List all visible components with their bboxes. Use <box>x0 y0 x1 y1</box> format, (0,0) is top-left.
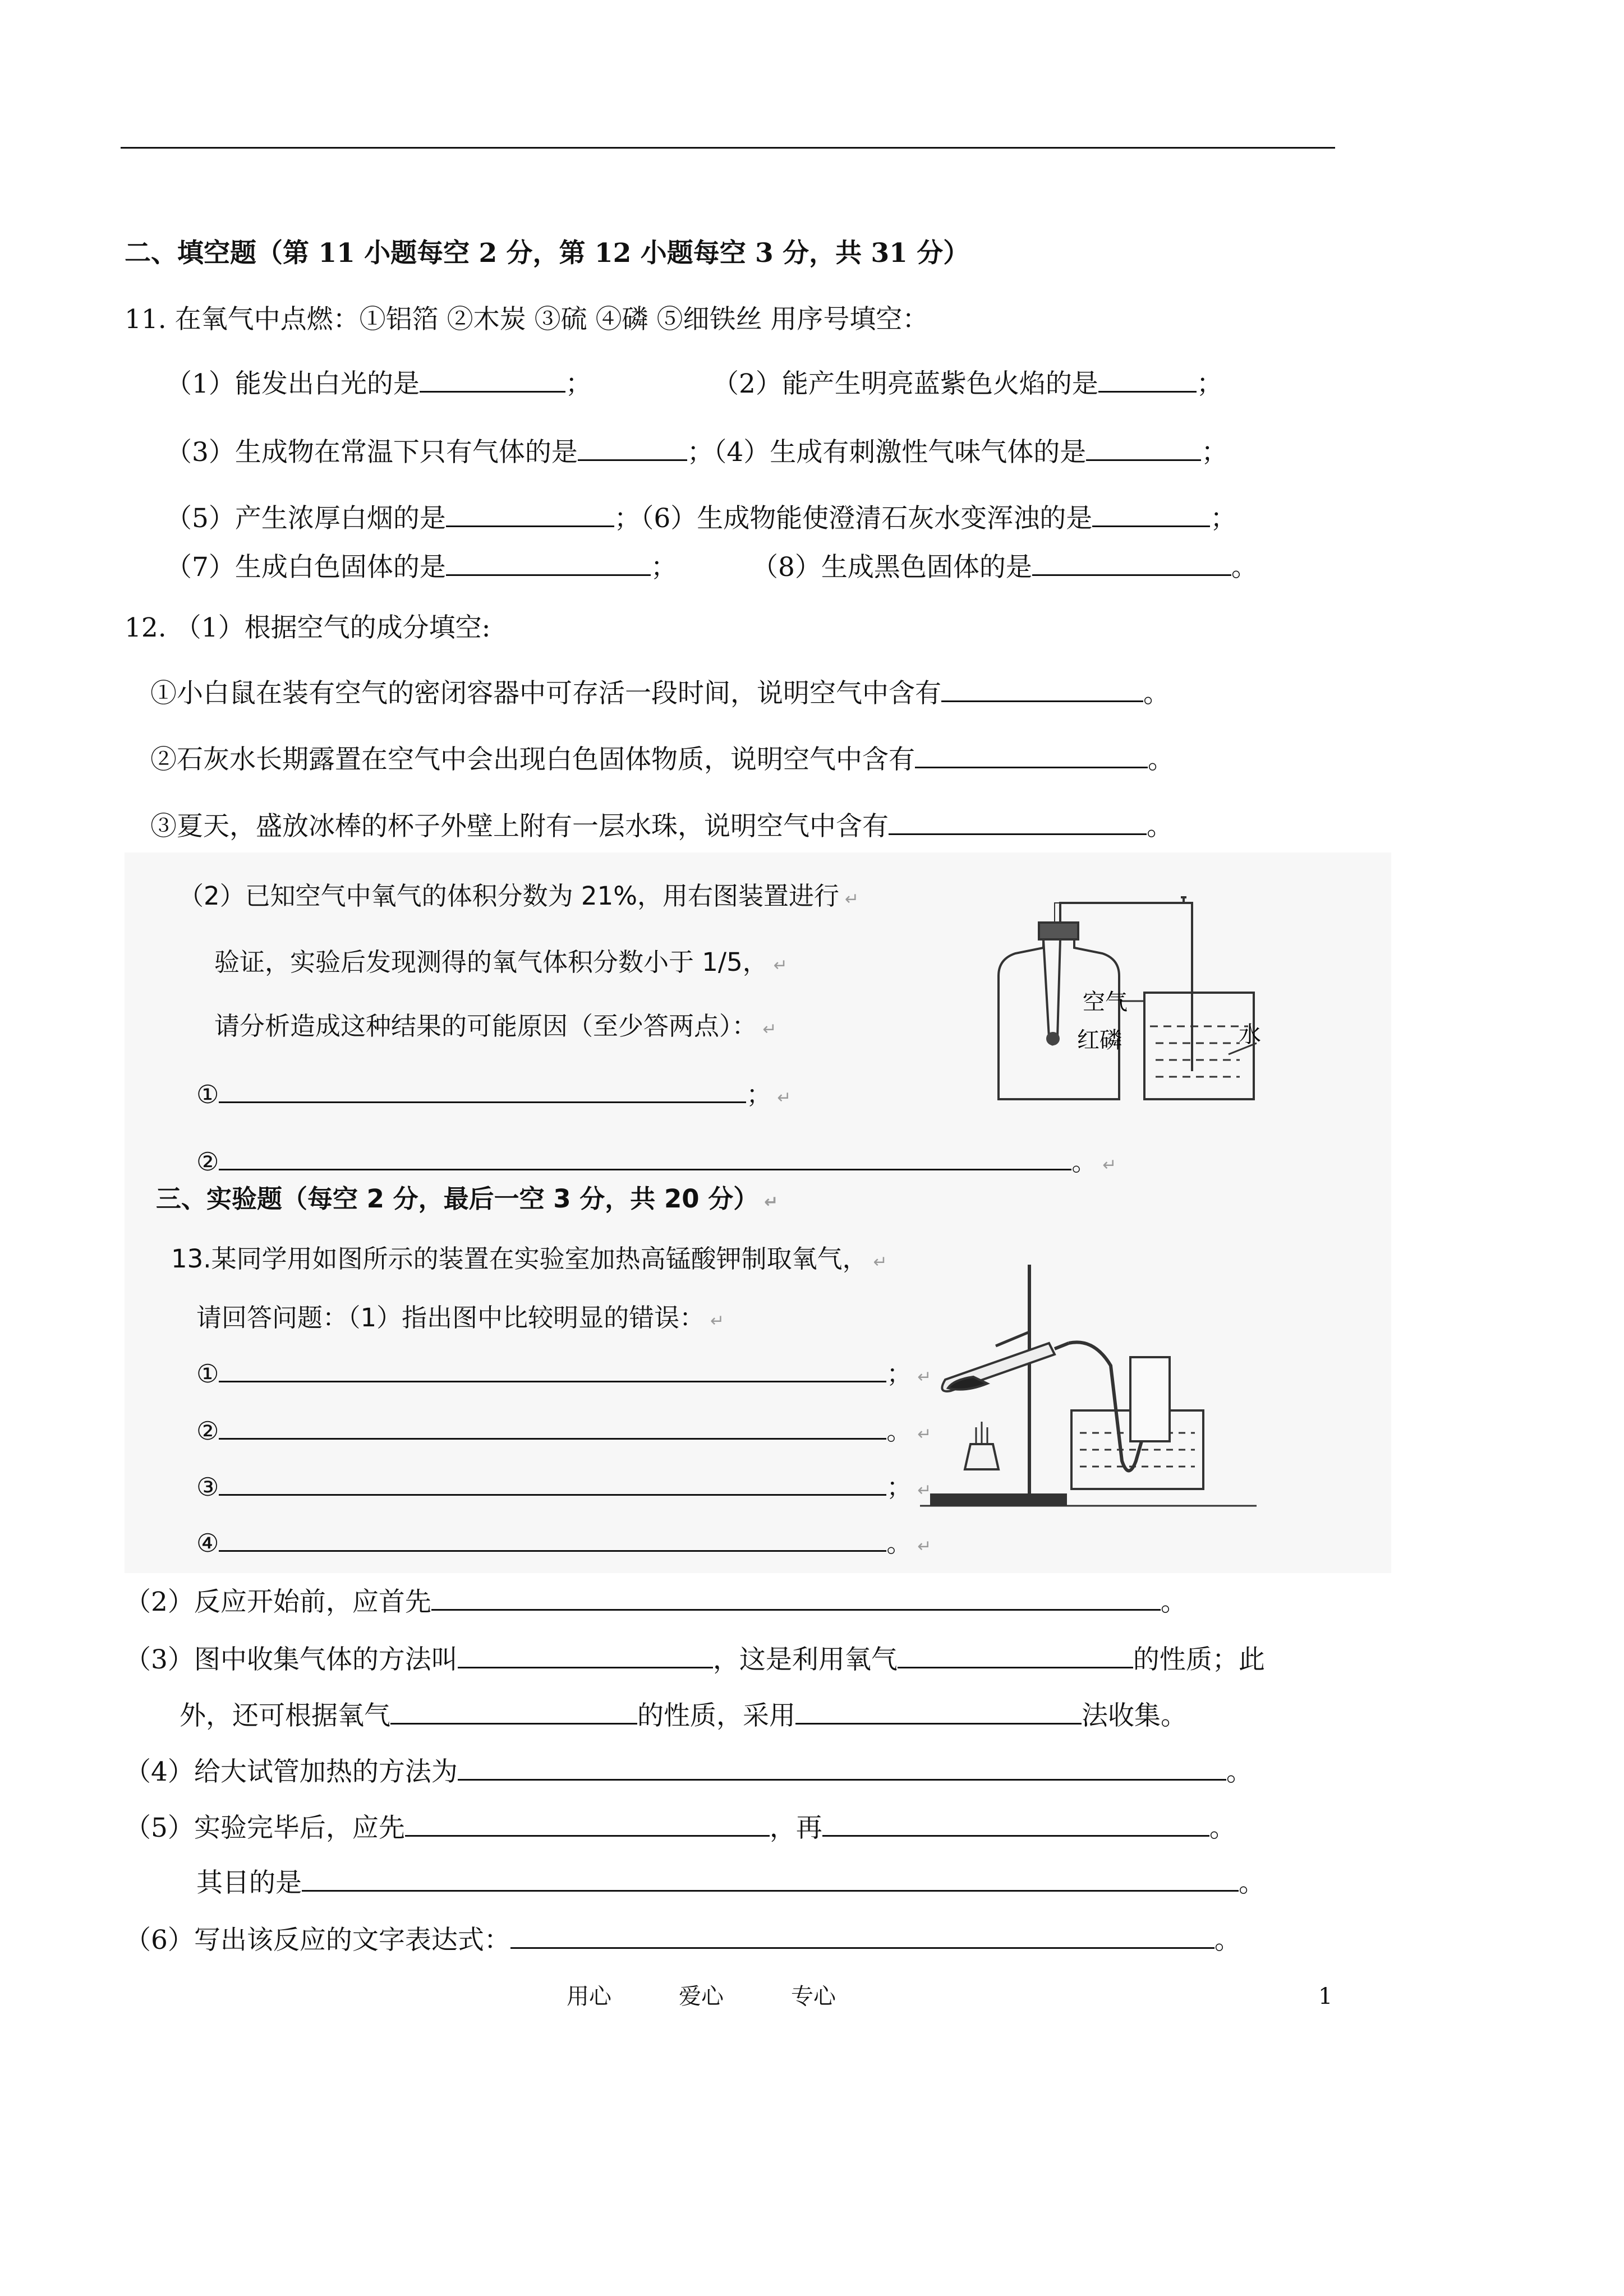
q12-item <box>150 742 1174 777</box>
q13-part3-text: 法收集。 <box>1082 1700 1187 1731</box>
return-mark-icon: ↵ <box>873 1252 887 1272</box>
answer-blank[interactable] <box>1092 501 1210 527</box>
q13-part3-text: （3）图中收集气体的方法叫 <box>125 1644 458 1675</box>
q11-item <box>752 550 1258 584</box>
q13-part5-purpose <box>196 1865 1265 1900</box>
q13-part3-cont <box>180 1698 1187 1733</box>
q12-part2-text: 请分析造成这种结果的可能原因（至少答两点）： <box>214 1011 757 1041</box>
answer-blank[interactable] <box>446 550 651 576</box>
q12-stem: 12. （1）根据空气的成分填空: <box>125 612 491 643</box>
q12-item <box>150 809 1173 843</box>
answer-blank[interactable] <box>446 501 614 527</box>
answer-blank[interactable] <box>431 1584 1161 1611</box>
q13-part5-text: ，再 <box>769 1813 822 1843</box>
q13-stem <box>171 1242 887 1279</box>
answer-blank[interactable] <box>889 809 1147 835</box>
punct: ； <box>1210 503 1237 534</box>
footer-motto-2: 爱心 <box>679 1984 724 2009</box>
answer-blank[interactable] <box>458 1754 1226 1781</box>
oxygen-measurement-apparatus-diagram <box>976 892 1268 1105</box>
q11-item-text: ；（4）生成有刺激性气味气体的是 <box>687 437 1087 468</box>
answer-blank[interactable] <box>1032 550 1231 576</box>
answer-blank[interactable] <box>219 1469 886 1496</box>
q13-error-line <box>196 1413 932 1451</box>
q13-part3-text: 的性质；此 <box>1133 1644 1265 1675</box>
stopper <box>1055 1343 1069 1349</box>
q13-part2-text: （2）反应开始前，应首先 <box>125 1587 431 1617</box>
connecting-tube <box>1060 903 1178 923</box>
return-mark-icon: ↵ <box>762 1020 777 1039</box>
stand-base <box>931 1495 1066 1505</box>
return-mark-icon: ↵ <box>917 1481 932 1500</box>
answer-blank[interactable] <box>420 366 565 393</box>
q13-part3 <box>125 1642 1265 1677</box>
q12-part2-text: （2）已知空气中氧气的体积分数为 21%，用右图装置进行 <box>178 881 839 911</box>
return-mark-icon: ↵ <box>917 1537 932 1556</box>
q13-part5-text: 其目的是 <box>196 1868 302 1898</box>
label-air: 空气 <box>1083 989 1128 1015</box>
punct: 。 <box>886 1416 912 1446</box>
q13-error-num: ① <box>196 1359 219 1389</box>
punct: ； <box>886 1359 912 1389</box>
q13-error-num: ③ <box>196 1472 219 1502</box>
q13-part5-text: （5）实验完毕后，应先 <box>125 1813 405 1843</box>
punct: 。 <box>1160 1587 1187 1617</box>
return-mark-icon: ↵ <box>1102 1155 1117 1175</box>
return-mark-icon: ↵ <box>917 1424 932 1444</box>
q13-part4 <box>125 1754 1253 1789</box>
footer-motto-1: 用心 <box>567 1984 611 2009</box>
q11-item <box>165 366 592 401</box>
q11-stem: 11. 在氧气中点燃：①铝箔 ②木炭 ③硫 ④磷 ⑤细铁丝 用序号填空： <box>125 304 929 335</box>
answer-blank[interactable] <box>219 1144 1071 1170</box>
answer-blank[interactable] <box>941 676 1143 702</box>
q12-item-text: ③夏天，盛放冰棒的杯子外壁上附有一层水珠，说明空气中含有 <box>150 811 889 842</box>
q12-part2-line <box>214 946 788 983</box>
punct: ； <box>1201 437 1228 468</box>
q13-stem2-text: 请回答问题：（1）指出图中比较明显的错误： <box>196 1303 705 1333</box>
answer-blank[interactable] <box>578 435 687 461</box>
q12-part2-line <box>178 879 859 916</box>
section3-heading-text: 三、实验题（每空 2 分，最后一空 3 分，共 20 分） <box>156 1184 759 1214</box>
return-mark-icon: ↵ <box>844 889 859 909</box>
punct: ； <box>886 1472 912 1502</box>
q12-part2-line <box>214 1009 777 1046</box>
answer-blank[interactable] <box>1098 366 1197 393</box>
label-red-phosphorus: 红磷 <box>1077 1027 1122 1053</box>
punct: 。 <box>1148 744 1174 775</box>
potassium-permanganate-heating-apparatus-diagram <box>920 1259 1268 1517</box>
answer-blank[interactable] <box>219 1525 886 1552</box>
answer-blank[interactable] <box>458 1642 713 1668</box>
q11-item-text: （5）产生浓厚白烟的是 <box>165 503 446 534</box>
punct: 。 <box>1147 811 1173 842</box>
q13-part3-text: ，这是利用氧气 <box>712 1644 898 1675</box>
q13-error-line <box>196 1525 932 1564</box>
return-mark-icon: ↵ <box>917 1367 932 1387</box>
punct: 。 <box>1226 1756 1253 1787</box>
q13-part2 <box>125 1584 1187 1619</box>
q13-part6-text: （6）写出该反应的文字表达式： <box>125 1925 510 1956</box>
q13-stem-text: 13.某同学用如图所示的装置在实验室加热高锰酸钾制取氧气， <box>171 1244 868 1274</box>
q12-part2-text: 验证，实验后发现测得的氧气体积分数小于 1/5， <box>214 947 768 977</box>
q12-part2-line <box>196 1077 792 1115</box>
q12-part2-text: ① <box>196 1080 219 1109</box>
answer-blank[interactable] <box>302 1865 1239 1892</box>
red-phosphorus-mark <box>1046 1032 1060 1045</box>
q12-item-text: ①小白鼠在装有空气的密闭容器中可存活一段时间，说明空气中含有 <box>150 678 941 709</box>
q11-item-text: （3）生成物在常温下只有气体的是 <box>165 437 578 468</box>
stopper <box>1039 923 1078 939</box>
punct: 。 <box>1239 1868 1265 1898</box>
q13-part5 <box>125 1810 1236 1845</box>
punct: 。 <box>1214 1925 1241 1956</box>
punct: 。 <box>1231 552 1258 583</box>
alcohol-lamp <box>965 1444 999 1469</box>
collection-bottle <box>1130 1357 1170 1441</box>
answer-blank[interactable] <box>390 1698 637 1725</box>
punct: ； <box>1196 368 1223 399</box>
spoon <box>1043 939 1060 1045</box>
q11-item-text: ；（6）生成物能使澄清石灰水变浑浊的是 <box>614 503 1093 534</box>
q12-item-text: ②石灰水长期露置在空气中会出现白色固体物质，说明空气中含有 <box>150 744 915 775</box>
answer-blank[interactable] <box>219 1413 886 1440</box>
answer-blank[interactable] <box>219 1356 886 1382</box>
q13-error-line <box>196 1356 932 1394</box>
return-mark-icon: ↵ <box>764 1192 779 1212</box>
punct: 。 <box>1071 1147 1097 1177</box>
punct: 。 <box>1209 1813 1236 1843</box>
punct: ； <box>650 552 677 583</box>
return-mark-icon: ↵ <box>710 1311 725 1331</box>
q13-part3-text: 外，还可根据氧气 <box>180 1700 390 1731</box>
q11-item-text: （8）生成黑色固体的是 <box>752 552 1032 583</box>
q11-item <box>712 366 1223 401</box>
answer-blank[interactable] <box>795 1698 1082 1725</box>
punct: ； <box>746 1080 772 1109</box>
q11-item <box>165 501 1236 536</box>
header-rule <box>121 147 1335 149</box>
footer-motto-3: 专心 <box>791 1984 836 2009</box>
q13-error-num: ② <box>196 1416 219 1446</box>
answer-blank[interactable] <box>405 1810 770 1837</box>
tube-to-beaker <box>1178 903 1192 1071</box>
q13-part3-text: 的性质，采用 <box>637 1700 795 1731</box>
punct: 。 <box>1143 678 1170 709</box>
section2-heading: 二、填空题（第 11 小题每空 2 分，第 12 小题每空 3 分，共 31 分） <box>125 238 970 269</box>
answer-blank[interactable] <box>1086 435 1201 461</box>
q11-item-text: （7）生成白色固体的是 <box>165 552 446 583</box>
q12-item <box>150 676 1170 711</box>
answer-blank[interactable] <box>822 1810 1209 1837</box>
answer-blank[interactable] <box>510 1922 1214 1949</box>
answer-blank[interactable] <box>219 1077 746 1103</box>
page-number: 1 <box>1318 1984 1333 2009</box>
q11-item <box>165 550 677 584</box>
q11-item-text: （1）能发出白光的是 <box>165 368 420 399</box>
punct: ； <box>565 368 592 399</box>
lamp-flame <box>976 1422 987 1444</box>
q13-part6 <box>125 1922 1241 1957</box>
q12-part2-text: ② <box>196 1147 219 1177</box>
q13-error-line <box>196 1469 932 1507</box>
return-mark-icon: ↵ <box>777 1088 792 1108</box>
section3-heading <box>156 1182 778 1219</box>
q11-item <box>165 435 1227 469</box>
punct: 。 <box>886 1528 912 1558</box>
clamp-arm <box>996 1332 1029 1346</box>
label-water: 水 <box>1239 1022 1261 1048</box>
q12-part2-line <box>196 1144 1117 1182</box>
answer-blank[interactable] <box>915 742 1148 768</box>
answer-blank[interactable] <box>898 1642 1133 1668</box>
return-mark-icon: ↵ <box>773 956 788 975</box>
q13-error-num: ④ <box>196 1528 219 1558</box>
q11-item-text: （2）能产生明亮蓝紫色火焰的是 <box>712 368 1098 399</box>
q13-stem2 <box>196 1301 724 1338</box>
beaker-outline <box>1144 993 1254 1099</box>
q13-part4-text: （4）给大试管加热的方法为 <box>125 1756 458 1787</box>
